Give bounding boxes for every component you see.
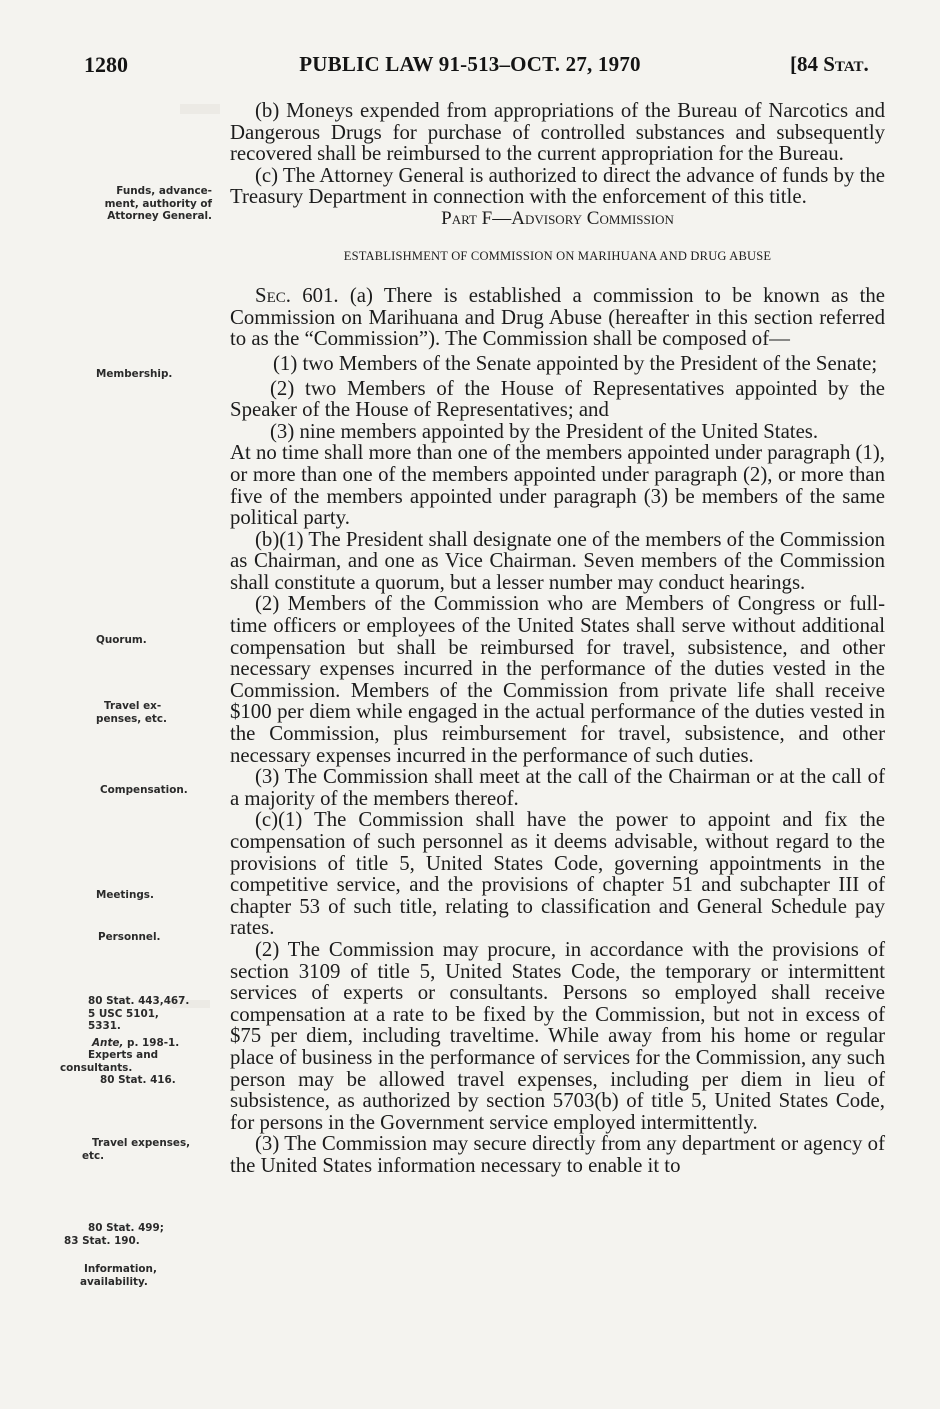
part-heading: Part F—Advisory Commission — [441, 207, 674, 229]
bleed-through-decoration — [180, 104, 220, 114]
list-item-3: (3) nine members appointed by the President of the United States. — [270, 419, 819, 443]
list-item-1: (1) two Members of the Senate appointed by the President of the Senate; — [273, 351, 878, 375]
margin-note-quorum: Quorum. — [96, 634, 147, 646]
paragraph-b1-quorum: (b)(1) The President shall designate one of the members of the Commission as Chairman, and one as Vice Chairman. Seven members of the Commission shall constitute a quorum, but a lesser number may conduct hearings. — [230, 527, 885, 594]
paragraph-b2-compensation: (2) Members of the Commission who are Members of Congress or full-time officers or employees of the United States shall serve without additional compensation but shall be reimbursed for travel, subsistence, and other necessary expenses incurred in the performance of the duties vested in the Commission. Members of the Commission from private life shall receive $100 per diem while engaged in the actual performance of the duties vested in the Commission, plus reimbursement for travel, subsistence, and other necessary expenses incurred in the performance of such duties. — [230, 592, 885, 767]
margin-note-personnel: Personnel. — [98, 931, 161, 943]
margin-note-experts: Experts and consultants. — [60, 1049, 159, 1074]
party-limit-paragraph: At no time shall more than one of the members appointed under paragraph (1), or more than one of the members appointed under paragraph (2), or more than five of the members appointed under paragraph (3) be members of the same political party. — [230, 441, 885, 530]
margin-note-statute-cites-1: 80 Stat. 443,467. 5 USC 5101, 5331. — [88, 995, 190, 1032]
paragraph-c1-personnel: (c)(1) The Commission shall have the power to appoint and fix the compensation of such personnel as it deems advisable, without regard to the provisions of title 5, United States Code, governing appointments in the competitive service, and the provisions of chapter 51 and subchapter III of chapter 53 of such title, relating to classification and General Schedule pay rates. — [230, 808, 885, 940]
statute-body — [230, 100, 885, 1177]
margin-note-membership: Membership. — [96, 368, 173, 380]
statute-volume-number: [84 — [790, 52, 818, 76]
statute-volume-abbrev: Stat. — [823, 52, 869, 76]
margin-note-compensation: Compensation. — [100, 784, 188, 796]
margin-note-statute-cites-2: 80 Stat. 499; 83 Stat. 190. — [64, 1222, 164, 1247]
ante-page: p. 198-1. — [123, 1037, 180, 1049]
section-601-a-text: 601. (a) There is established a commission to be known as the Commission on Marihuana and Drug Abuse (hereafter in this section referred to as the “Commission”). The Commission shall be composed of— — [230, 284, 885, 351]
section-601-a — [230, 285, 885, 350]
paragraph-c3-information: (3) The Commission may secure directly from any department or agency of the United States information necessary to enable it to — [230, 1132, 885, 1177]
running-head-title: PUBLIC LAW 91-513–OCT. 27, 1970 — [299, 52, 641, 76]
margin-note-travel: Travel ex- penses, etc. — [96, 700, 167, 725]
statute-volume — [790, 52, 869, 77]
ante-label: Ante, — [92, 1037, 124, 1049]
margin-note-ante — [70, 1037, 220, 1050]
margin-note-meetings: Meetings. — [96, 889, 154, 901]
paragraph-c-attorney-general: (c) The Attorney General is authorized to direct the advance of funds by the Treasury Department in connection with the enforcement of this title. — [230, 163, 885, 209]
margin-note-funds: Funds, advance- ment, authority of Attorney General. — [104, 185, 212, 222]
section-label: Sec. — [255, 284, 291, 308]
paragraph-b-moneys: (b) Moneys expended from appropriations of the Bureau of Narcotics and Dangerous Drugs for purchase of controlled substances and subsequently recovered shall be reimbursed to the current appropriation for the Bureau. — [230, 99, 885, 166]
paragraph-c2-experts: (2) The Commission may procure, in accordance with the provisions of section 3109 of title 5, United States Code, the temporary or intermittent services of experts or consultants. Persons so employed shall receive compensation at a rate to be fixed by the Commission, but not in excess of $75 per diem, including traveltime. While away from his home or regular place of business in the performance of services for the Commission, any such person may be allowed travel expenses, including per diem in lieu of subsistence, as authorized by section 5703(b) of title 5, United States Code, for persons in the Government service employed intermittently. — [230, 937, 885, 1134]
section-heading: ESTABLISHMENT OF COMMISSION ON MARIHUANA AND DRUG ABUSE — [343, 248, 772, 263]
paragraph-b3-meetings: (3) The Commission shall meet at the call of the Chairman or at the call of a majority of the members thereof. — [230, 765, 885, 810]
margin-note-stat-416: 80 Stat. 416. — [100, 1074, 176, 1086]
margin-note-information: Information, availability. — [80, 1263, 157, 1288]
margin-note-travel-expenses: Travel expenses, etc. — [82, 1137, 191, 1162]
list-item-2: (2) two Members of the House of Representatives appointed by the Speaker of the House of Representatives; and — [230, 376, 885, 422]
page-number: 1280 — [84, 52, 128, 77]
